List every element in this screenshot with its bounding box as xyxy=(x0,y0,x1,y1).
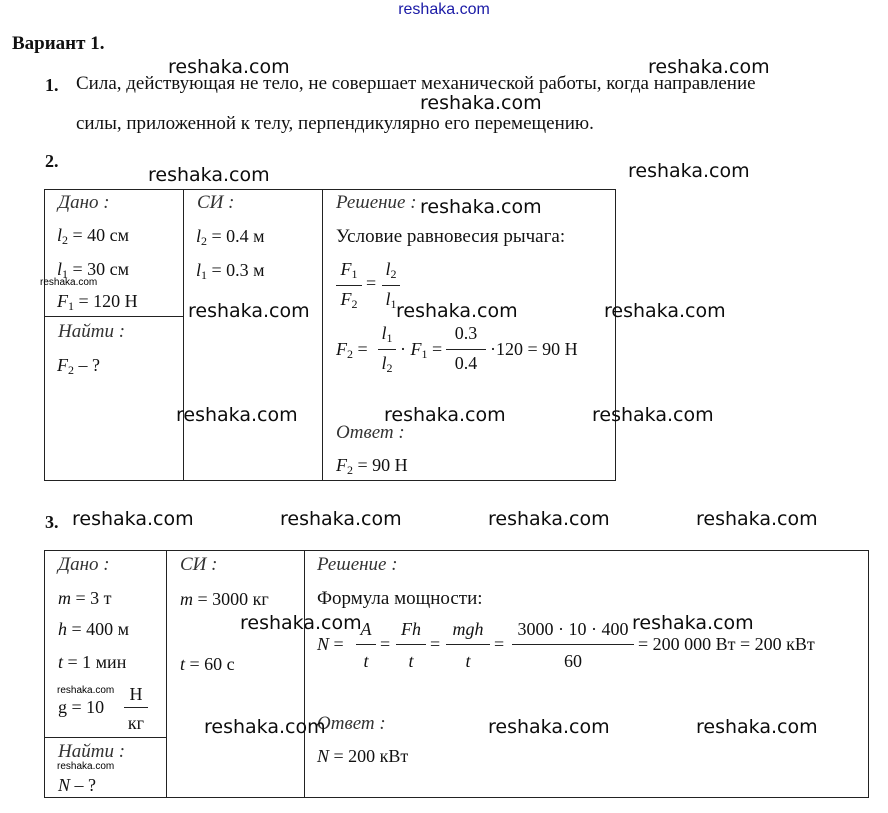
variant-title: Вариант 1. xyxy=(12,33,105,54)
task3-find-label: Найти : xyxy=(58,741,126,762)
watermark: reshaka.com xyxy=(696,508,818,530)
task1-line1: Сила, действующая не тело, не совершает механической работы, когда направление xyxy=(76,73,756,94)
task3-calc-num: 3000 · 10 · 400 xyxy=(517,619,629,639)
watermark: reshaka.com xyxy=(204,716,326,738)
task3-solution-label: Решение : xyxy=(317,554,398,575)
task2-find-label: Найти : xyxy=(58,321,126,342)
task3-answer: N = 200 кВт xyxy=(317,746,409,766)
task3-answer-label: Ответ : xyxy=(317,713,386,734)
task3-si-m: m = 3000 кг xyxy=(180,589,269,609)
watermark-small: reshaka.com xyxy=(57,685,115,696)
task2-given-f1: $F_1 = 120$ Н xyxy=(57,291,138,313)
watermark: reshaka.com xyxy=(696,716,818,738)
watermark: reshaka.com xyxy=(188,300,310,322)
watermark: reshaka.com xyxy=(648,56,770,78)
watermark: reshaka.com xyxy=(148,164,270,186)
watermark: reshaka.com xyxy=(488,716,610,738)
task3-given-m: m = 3 т xyxy=(58,588,112,608)
task2-solution-label: Решение : xyxy=(336,192,417,213)
task3-given-t: t = 1 мин xyxy=(58,652,127,672)
watermark: reshaka.com xyxy=(280,508,402,530)
watermark: reshaka.com xyxy=(72,508,194,530)
task2-si-l1: $l_1 = 0.3$ м xyxy=(196,260,265,282)
watermark: reshaka.com xyxy=(176,404,298,426)
task2-given-l1: $l_1 = 30$ см xyxy=(57,259,130,281)
task2-calc-den: 0.4 xyxy=(454,353,478,373)
task3-calc-den: 60 xyxy=(564,651,582,671)
task1-line2: силы, приложенной к телу, перпендикулярно его перемещению. xyxy=(76,113,594,134)
task2-find: $F_2$ – ? xyxy=(57,355,100,377)
watermark-small: reshaka.com xyxy=(40,277,98,288)
watermark: reshaka.com xyxy=(396,300,518,322)
watermark: reshaka.com xyxy=(420,196,542,218)
watermark: reshaka.com xyxy=(632,612,754,634)
task2-condition: Условие равновесия рычага: xyxy=(336,226,566,247)
task2-calc-result: ·120 = 90 Н xyxy=(490,339,578,359)
watermark-small: reshaka.com xyxy=(57,761,115,772)
task3-find: N – ? xyxy=(58,775,97,795)
task3-number: 3. xyxy=(45,512,59,532)
task3-given-label: Дано : xyxy=(58,554,110,575)
task2-given-l2: $l_2 = 40$ см xyxy=(57,225,130,247)
task3-given-h: h = 400 м xyxy=(58,619,130,639)
task3-si-t: t = 60 с xyxy=(180,654,235,674)
task2-calc-num: 0.3 xyxy=(454,323,478,343)
watermark: reshaka.com xyxy=(604,300,726,322)
task2-given-label: Дано : xyxy=(58,192,110,213)
watermark: reshaka.com xyxy=(488,508,610,530)
task3-calc-result: = 200 000 Вт = 200 кВт xyxy=(638,634,815,654)
site-header-link[interactable]: reshaka.com xyxy=(398,1,490,18)
watermark: reshaka.com xyxy=(628,160,750,182)
watermark: reshaka.com xyxy=(384,404,506,426)
watermark: reshaka.com xyxy=(240,612,362,634)
task2-si-label: СИ : xyxy=(197,192,235,213)
task3-formula-title: Формула мощности: xyxy=(317,588,483,609)
watermark: reshaka.com xyxy=(420,92,542,114)
watermark: reshaka.com xyxy=(592,404,714,426)
watermark: reshaka.com xyxy=(168,56,290,78)
task2-number: 2. xyxy=(45,151,59,171)
task3-si-label: СИ : xyxy=(180,554,218,575)
task2-answer-label: Ответ : xyxy=(336,422,405,443)
task2-si-l2: $l_2 = 0.4$ м xyxy=(196,226,265,248)
task2-answer: $F_2 = 90$ Н xyxy=(336,455,408,477)
task1-number: 1. xyxy=(45,75,59,95)
